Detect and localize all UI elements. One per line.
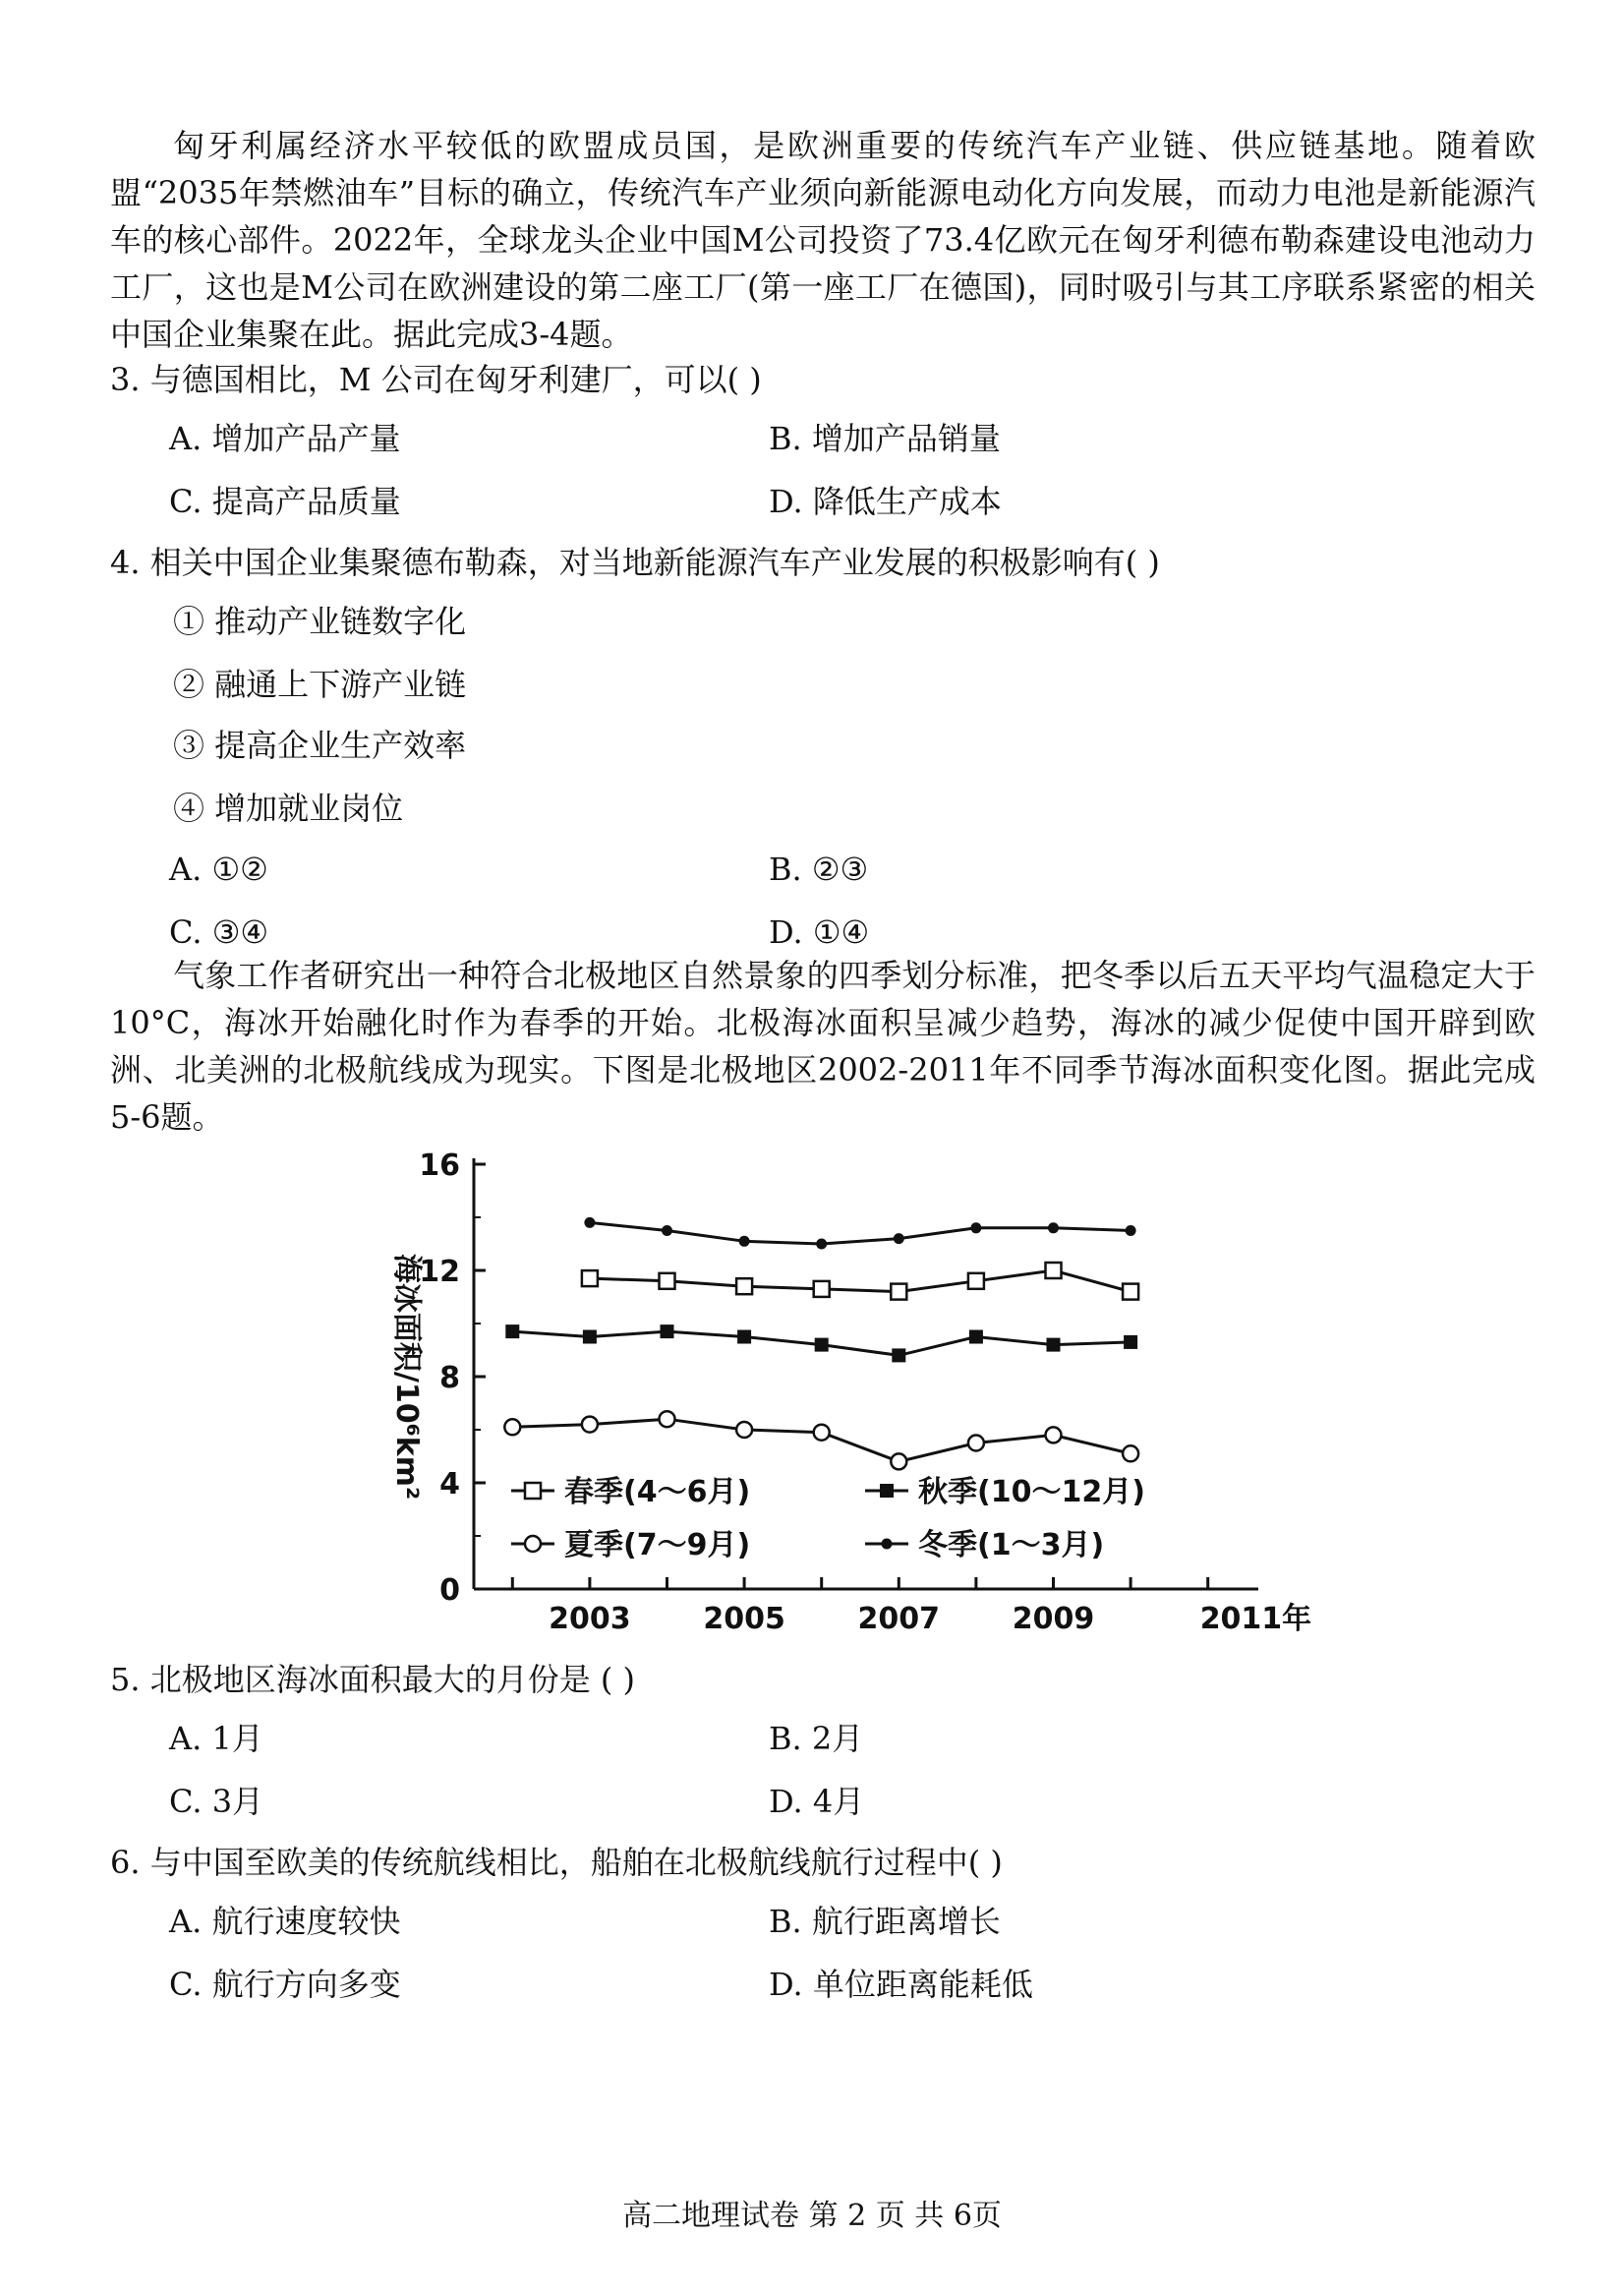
question-4-stem: 4. 相关中国企业集聚德布勒森，对当地新能源汽车产业发展的积极影响有( )	[110, 544, 1160, 581]
data-point	[891, 1284, 906, 1300]
series-2	[505, 1325, 1137, 1362]
series-1	[582, 1263, 1138, 1300]
q3-option-a[interactable]: A. 增加产品产量	[169, 420, 401, 457]
data-point	[894, 1233, 904, 1244]
data-point	[582, 1417, 598, 1433]
data-point	[737, 1330, 751, 1344]
legend-item-3	[865, 1528, 1104, 1562]
q5-option-b[interactable]: B. 2月	[769, 1720, 864, 1757]
passage-hungary: 匈牙利属经济水平较低的欧盟成员国，是欧洲重要的传统汽车产业链、供应链基地。随着欧盟“2035年禁燃油车”目标的确立，传统汽车产业须向新能源电动化方向发展，而动力电池是新能源汽车的核心部件。2022年，全球龙头企业中国M公司投资了73.4亿欧元在匈牙利德布勒森建设电池动力工厂，这也是M公司在欧洲建设的第二座工厂(第一座工厂在德国)，同时吸引与其工序联系紧密的相关中国企业集聚在此。据此完成3-4题。	[110, 127, 1536, 353]
series-0	[584, 1217, 1135, 1250]
x-tick-label: 2009	[1012, 1602, 1095, 1636]
data-point	[892, 1348, 905, 1362]
data-point	[815, 1338, 829, 1352]
x-tick-label: 2007	[857, 1602, 941, 1636]
data-point	[660, 1273, 675, 1289]
data-point	[882, 1539, 893, 1550]
x-tick-label: 2011年	[1199, 1602, 1312, 1636]
data-point	[1123, 1445, 1138, 1461]
q5-option-d[interactable]: D. 4月	[769, 1783, 865, 1820]
q3-option-b[interactable]: B. 增加产品销量	[769, 420, 1001, 457]
q5-option-a[interactable]: A. 1月	[169, 1720, 263, 1757]
data-point	[1046, 1427, 1062, 1442]
y-tick-label: 8	[439, 1361, 460, 1395]
data-point	[739, 1236, 750, 1247]
page-footer: 高二地理试卷 第 2 页 共 6页	[622, 2199, 1002, 2233]
q4-option-d[interactable]: D. ①④	[769, 913, 870, 951]
series-3	[504, 1411, 1138, 1469]
data-point	[582, 1270, 598, 1286]
y-tick-label: 12	[419, 1255, 460, 1289]
data-point	[968, 1436, 984, 1451]
data-point	[584, 1217, 595, 1228]
q5-option-c[interactable]: C. 3月	[169, 1783, 264, 1820]
legend-label: 春季(4～6月)	[564, 1475, 751, 1509]
data-point	[1047, 1338, 1061, 1352]
data-point	[1126, 1225, 1136, 1236]
q4-option-a[interactable]: A. ①②	[169, 851, 268, 888]
data-point	[662, 1225, 672, 1236]
q4-option-b[interactable]: B. ②③	[769, 851, 869, 888]
data-point	[505, 1325, 519, 1338]
data-point	[736, 1278, 752, 1294]
legend-label: 冬季(1～3月)	[918, 1528, 1105, 1562]
legend-item-1	[865, 1475, 1145, 1509]
y-axis-label: 海冰面积/10⁶km²	[389, 1253, 424, 1501]
data-point	[969, 1330, 983, 1344]
data-point	[1124, 1335, 1137, 1349]
data-point	[583, 1330, 597, 1344]
data-point	[880, 1484, 894, 1498]
x-tick-label: 2003	[549, 1602, 631, 1636]
q4-statement-1: ① 推动产业链数字化	[173, 603, 467, 640]
data-point	[525, 1483, 541, 1499]
data-point	[736, 1422, 752, 1438]
legend-item-0	[511, 1475, 750, 1509]
data-point	[968, 1273, 984, 1289]
data-point	[814, 1425, 830, 1441]
q4-statement-4: ④ 增加就业岗位	[173, 790, 404, 827]
question-6-stem: 6. 与中国至欧美的传统航线相比，船舶在北极航线航行过程中( )	[110, 1844, 1003, 1881]
data-point	[816, 1239, 827, 1250]
y-tick-label: 0	[439, 1573, 460, 1608]
q4-statement-2: ② 融通上下游产业链	[173, 666, 467, 703]
data-point	[504, 1419, 520, 1435]
q3-option-d[interactable]: D. 降低生产成本	[769, 483, 1002, 520]
q6-option-d[interactable]: D. 单位距离能耗低	[769, 1966, 1033, 2003]
data-point	[660, 1411, 675, 1427]
q6-option-b[interactable]: B. 航行距离增长	[769, 1903, 1001, 1940]
q4-statement-3: ③ 提高企业生产效率	[173, 727, 467, 764]
data-point	[1046, 1263, 1062, 1278]
sea-ice-chart	[364, 1141, 1312, 1652]
data-point	[525, 1536, 541, 1552]
legend-label: 秋季(10～12月)	[918, 1475, 1145, 1509]
y-tick-label: 16	[419, 1148, 460, 1183]
data-point	[970, 1222, 981, 1233]
data-point	[661, 1325, 674, 1338]
q6-option-c[interactable]: C. 航行方向多变	[169, 1966, 401, 2003]
question-3-stem: 3. 与德国相比，M 公司在匈牙利建厂，可以( )	[110, 361, 762, 398]
y-tick-label: 4	[439, 1467, 460, 1501]
x-tick-label: 2005	[703, 1602, 785, 1636]
data-point	[891, 1453, 906, 1469]
q3-option-c[interactable]: C. 提高产品质量	[169, 483, 401, 520]
question-5-stem: 5. 北极地区海冰面积最大的月份是 ( )	[110, 1661, 636, 1698]
legend-label: 夏季(7～9月)	[564, 1528, 751, 1562]
q4-option-c[interactable]: C. ③④	[169, 913, 269, 951]
q6-option-a[interactable]: A. 航行速度较快	[169, 1903, 401, 1940]
data-point	[1048, 1222, 1059, 1233]
data-point	[814, 1281, 830, 1297]
passage-arctic: 气象工作者研究出一种符合北极地区自然景象的四季划分标准，把冬季以后五天平均气温稳定大于10°C，海冰开始融化时作为春季的开始。北极海冰面积呈减少趋势，海冰的减少促使中国开辟到欧洲、北美洲的北极航线成为现实。下图是北极地区2002-2011年不同季节海冰面积变化图。据此完成5-6题。	[110, 957, 1536, 1136]
data-point	[1123, 1284, 1138, 1300]
legend-item-2	[511, 1528, 750, 1562]
